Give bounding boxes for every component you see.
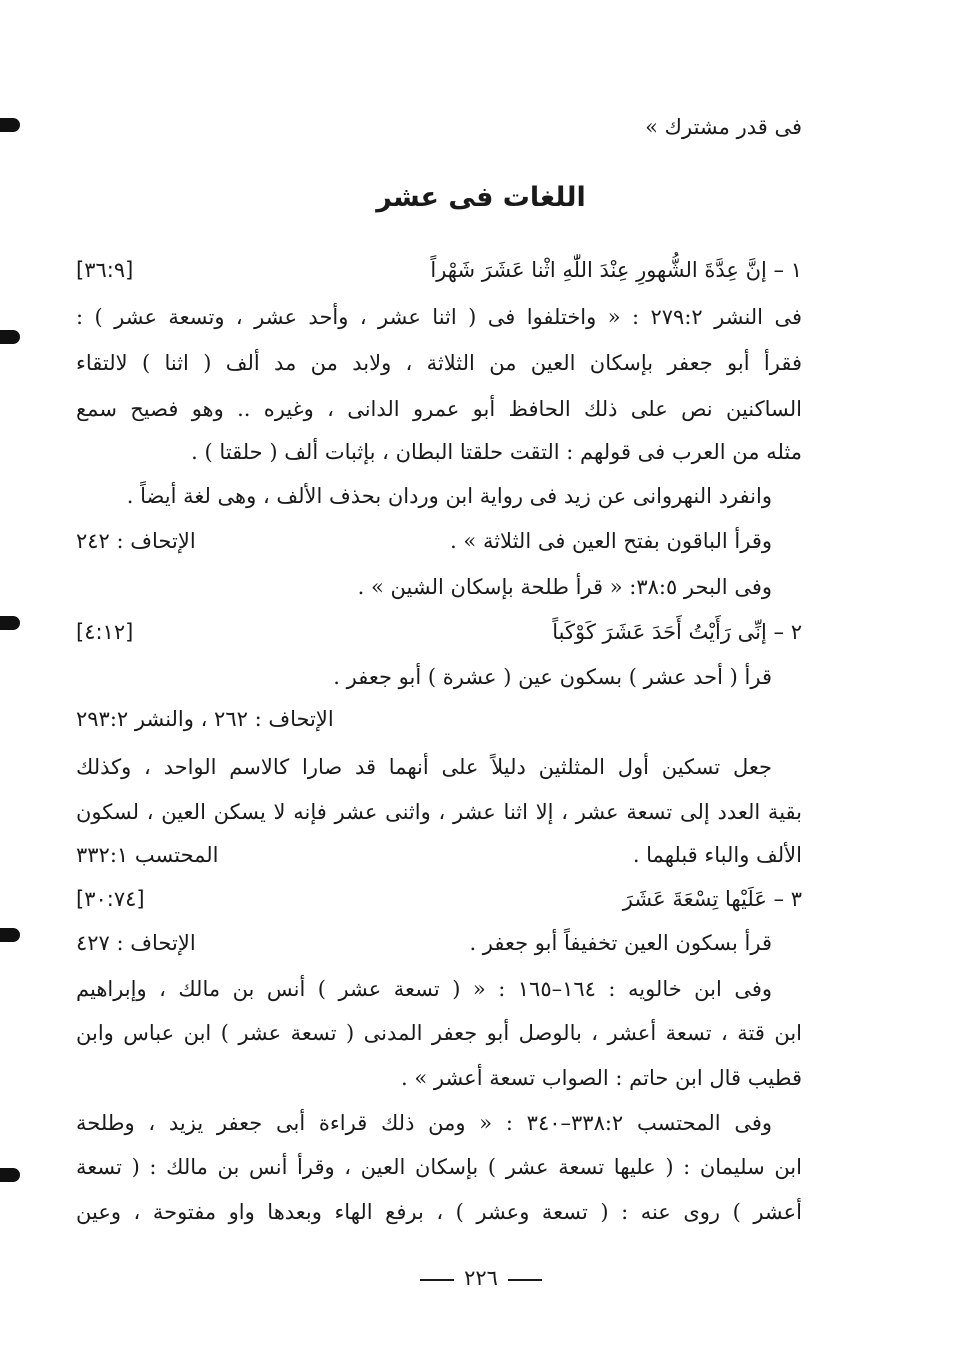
continuation-line: [76, 112, 802, 142]
source-reference: المحتسب ٣٣٢:١: [76, 843, 219, 867]
line-text: وانفرد النهروانى عن زيد فى رواية ابن وردان بحذف الألف ، وهى لغة أيضاً .: [126, 484, 772, 508]
verse-reference: [٤:١٢]: [76, 620, 134, 644]
line-text: مثله من العرب فى قولهم : التقت حلقتا البطان ، بإثبات ألف ( حلقتا ) .: [191, 440, 802, 464]
line-text: وفى المحتسب ٣٣٨:٢–٣٤٠ : « ومن ذلك قراءة أبى جعفر يزيد ، وطلحة: [76, 1111, 772, 1135]
margin-mark: [0, 118, 20, 132]
text-line: [76, 348, 802, 378]
text-line: [76, 302, 802, 332]
verse-line: [76, 255, 802, 285]
source-reference: الإتحاف : ٤٢٧: [76, 931, 196, 955]
text-line: [76, 1197, 802, 1227]
text-line: [76, 797, 802, 827]
text-line: [76, 840, 802, 870]
text-line: [76, 1018, 802, 1048]
text-line: [76, 928, 802, 958]
line-text: فقرأ أبو جعفر بإسكان العين من الثلاثة ، ولابد من مد ألف ( اثنا ) لالتقاء: [76, 351, 802, 375]
verse-reference: [٣٠:٧٤]: [76, 887, 145, 911]
text-line: [76, 572, 802, 602]
line-text: قرأ بسكون العين تخفيفاً أبو جعفر .: [469, 931, 772, 955]
section-heading: اللغات فى عشر: [376, 182, 586, 213]
verse-line: [76, 617, 802, 647]
continuation-text: فى قدر مشترك »: [645, 115, 802, 139]
line-text: جعل تسكين أول المثلثين دليلاً على أنهما قد صارا كالاسم الواحد ، وكذلك: [76, 755, 772, 779]
page-number-footer: [0, 1266, 962, 1290]
page-number: ٢٢٦: [464, 1266, 498, 1290]
text-line: [76, 1152, 802, 1182]
margin-mark: [0, 928, 20, 942]
margin-mark: [0, 1168, 20, 1182]
line-text: الألف والباء قبلهما .: [632, 843, 802, 867]
text-line: [76, 704, 802, 734]
footer-dash: [420, 1279, 454, 1281]
verse-reference: [٣٦:٩]: [76, 258, 134, 282]
line-text: قطيب قال ابن حاتم : الصواب تسعة أعشر » .: [400, 1066, 802, 1090]
line-text: الساكنين نص على ذلك الحافظ أبو عمرو الدانى ، وغيره .. وهو فصيح سمع: [76, 397, 802, 421]
text-line: [76, 481, 802, 511]
source-reference: الإتحاف : ٢٤٢: [76, 529, 196, 553]
line-text: ابن قتة ، تسعة أعشر ، بالوصل أبو جعفر المدنى ( تسعة عشر ) ابن عباس وابن: [76, 1021, 802, 1045]
text-line: [76, 1108, 802, 1138]
line-text: قرأ ( أحد عشر ) بسكون عين ( عشرة ) أبو جعفر .: [333, 665, 772, 689]
line-text: أعشر ) روى عنه : ( تسعة وعشر ) ، برفع الهاء وبعدها واو مفتوحة ، وعين: [76, 1200, 802, 1224]
verse-text: ١ – إنَّ عِدَّةَ الشُّهورِ عِنْدَ اللّٰهِ اثْنا عَشَرَ شَهْراً: [430, 258, 802, 282]
verse-text: ٣ – عَلَيْها تِسْعَةَ عَشَرَ: [622, 887, 802, 911]
line-text: فى النشر ٢٧٩:٢ : « واختلفوا فى ( اثنا عشر ، وأحد عشر ، وتسعة عشر ) :: [76, 305, 802, 329]
text-line: [76, 526, 802, 556]
text-line: [76, 974, 802, 1004]
line-text: ابن سليمان : ( عليها تسعة عشر ) بإسكان العين ، وقرأ أنس بن مالك : ( تسعة: [76, 1155, 802, 1179]
line-text: وقرأ الباقون بفتح العين فى الثلاثة » .: [450, 529, 772, 553]
text-line: [76, 1063, 802, 1093]
margin-mark: [0, 616, 20, 630]
text-line: [76, 752, 802, 782]
margin-mark: [0, 330, 20, 344]
footer-dash: [508, 1279, 542, 1281]
verse-text: ٢ – إنِّى رَأَيْتُ أَحَدَ عَشَرَ كَوْكَباً: [552, 620, 802, 644]
source-reference: الإتحاف : ٢٦٢ ، والنشر ٢٩٣:٢: [76, 707, 334, 731]
text-line: [76, 394, 802, 424]
line-text: بقية العدد إلى تسعة عشر ، إلا اثنا عشر ، واثنى عشر فإنه لا يسكن العين ، لسكون: [76, 800, 802, 824]
text-line: [76, 437, 802, 467]
verse-line: [76, 884, 802, 914]
text-line: [76, 662, 802, 692]
line-text: وفى ابن خالويه : ١٦٤–١٦٥ : « ( تسعة عشر ) أنس بن مالك ، وإبراهيم: [76, 977, 772, 1001]
line-text: وفى البحر ٣٨:٥: « قرأ طلحة بإسكان الشين » .: [357, 575, 772, 599]
